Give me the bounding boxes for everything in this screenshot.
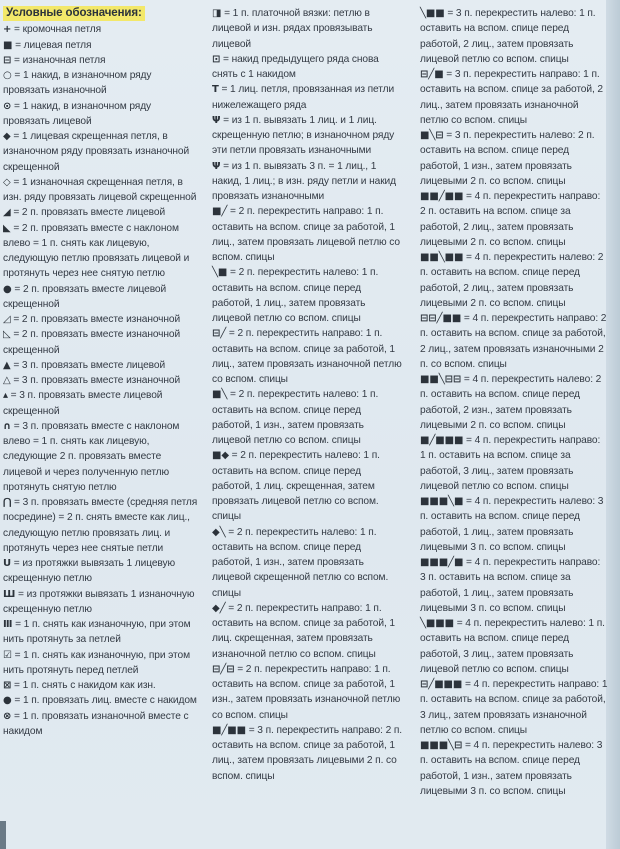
legend-text: = 1 п. снять как изнаночную, при этом нить протянуть за петлей bbox=[3, 619, 191, 646]
legend-text: = 3 п. перекрестить направо: 2 п. оставить на вспом. спице за работой, 1 лиц., затем провязать лицевыми 2 п. со вспом. спицы bbox=[212, 724, 403, 782]
cross-left-twisted-purl-icon: ◆╲ bbox=[212, 526, 226, 538]
legend-text: = 2 п. провязать вместе изнаночной bbox=[10, 314, 181, 325]
cross-right-icon: ■╱ bbox=[212, 206, 228, 218]
legend-entry bbox=[212, 723, 404, 784]
slip-front-icon: ☑ bbox=[3, 649, 12, 661]
legend-text: = 2 п. перекрестить налево: 1 п. оставить на вспом. спице перед работой, 1 лиц. скрещенная, затем провязать лицевой петлю со вспом. спицы bbox=[212, 450, 380, 523]
cross-left-4b-icon: ■■■╲■ bbox=[420, 496, 464, 507]
half-square-icon: ◨ bbox=[212, 8, 222, 19]
legend-text: = 2 п. перекрестить направо: 1 п. оставить на вспом. спице за работой, 1 лиц., затем провязать изнаночной петлю со вспом. спицы bbox=[212, 328, 402, 385]
left-triangle-icon: ◣ bbox=[3, 222, 11, 234]
legend-entry bbox=[212, 204, 404, 265]
legend-text: = 4 п. перекрестить налево: 2 п. оставить на вспом. спице перед работой, 2 изн., затем провязать лицевыми 2 п. со вспом. спицы bbox=[420, 374, 602, 431]
legend-text: = 4 п. перекрестить налево: 3 п. оставить на вспом. спице перед работой, 1 изн., затем провязать лицевыми 3 п. со вспом. спицы bbox=[420, 740, 603, 797]
cross-right-2-1-icon: ⊟╱⊟ bbox=[212, 663, 235, 675]
legend-entry bbox=[3, 373, 199, 388]
legend-text: = 2 п. перекрестить направо: 1 п. оставить на вспом. спице за работой, 1 лиц. скрещенная, затем провязать изнаночной петлю со вспом. спицы bbox=[212, 602, 395, 660]
legend-entry bbox=[420, 677, 608, 738]
u-loop-icon: U bbox=[3, 558, 12, 569]
legend-text: = 2 п. перекрестить направо: 1 п. оставить на вспом. спице за работой, 1 лиц., затем провязать лицевой петлю со вспом. спицы bbox=[212, 206, 400, 263]
legend-text: = 1 п. провязать лиц. вместе с накидом bbox=[11, 695, 197, 707]
legend-entry bbox=[212, 265, 404, 326]
legend-entry bbox=[3, 693, 199, 708]
cross-left-4-purl-icon: ■■╲⊟⊟ bbox=[420, 374, 462, 385]
legend-entry bbox=[212, 525, 404, 601]
legend-text: = 1 п. снять как изнаночную, при этом нить протянуть перед петлей bbox=[3, 649, 190, 676]
legend-entry bbox=[420, 250, 608, 311]
cross-right-4b-icon: ■╱■■■ bbox=[420, 435, 464, 446]
legend-entry bbox=[3, 648, 199, 679]
legend-entry bbox=[3, 709, 199, 740]
slip-back-icon: Ⅲ bbox=[3, 619, 13, 630]
legend-text: = 2 п. провязать вместе лицевой bbox=[10, 207, 166, 219]
legend-entry bbox=[212, 662, 404, 723]
legend-text: = 1 п. провязать изнаночной вместе с накидом bbox=[3, 710, 189, 737]
crossed-square-icon: ⊠ bbox=[3, 680, 12, 691]
legend-text: = 2 п. провязать вместе с наклоном влево = 1 п. снять как лицевую, следующую петлю провязать лицевой и протянуть через нее снятую петлю bbox=[3, 222, 190, 280]
cross-right-3-purl-icon: ⊟╱■ bbox=[420, 69, 444, 80]
legend-entry bbox=[3, 587, 199, 618]
cross-right-4-purl-icon: ⊟⊟╱■■ bbox=[420, 313, 462, 324]
legend-entry bbox=[420, 433, 608, 494]
legend-text: = накид предыдущего ряда снова снять с 1 накидом bbox=[212, 53, 379, 80]
up-triangle-icon: △ bbox=[3, 375, 11, 386]
legend-entry bbox=[420, 555, 608, 616]
filled-dot-icon: ● bbox=[3, 695, 12, 707]
arch-icon: ∩ bbox=[3, 420, 12, 432]
legend-entry bbox=[3, 68, 199, 99]
dot-square-icon: ⊡ bbox=[212, 53, 221, 65]
edge-stitch-icon: + bbox=[3, 24, 12, 36]
cross-right-4c-icon: ■■■╱■ bbox=[420, 557, 464, 568]
legend-title: Условные обозначения: bbox=[3, 6, 145, 21]
trident-icon: Ш bbox=[3, 588, 16, 600]
legend-entry bbox=[3, 175, 199, 206]
legend-entry bbox=[420, 738, 608, 799]
legend-text: = 1 изнаночная скрещенная петля, в изн. ряду провязать лицевой скрещенной bbox=[3, 176, 197, 203]
cross-left-purl-icon: ■╲ bbox=[212, 389, 228, 401]
cross-right-purl-icon: ⊟╱ bbox=[212, 328, 227, 340]
legend-text: = кромочная петля bbox=[11, 24, 102, 36]
legend-entry bbox=[3, 556, 199, 587]
legend-text: = 1 лицевая скрещенная петля, в изнаночном ряду провязать изнаночной скрещенной bbox=[3, 131, 190, 173]
page-binding-edge bbox=[606, 0, 620, 849]
filled-up-triangle-icon: ▲ bbox=[3, 359, 11, 371]
legend-entry bbox=[212, 326, 404, 387]
cross-left-3-icon: ╲■■ bbox=[420, 8, 445, 19]
right-triangle-icon: ◢ bbox=[3, 207, 11, 219]
legend-entry bbox=[3, 282, 199, 313]
legend-text: = из 1 п. вывязать 3 п. = 1 лиц., 1 накид, 1 лиц.; в изн. ряду петли и накид провязать изнаночными bbox=[212, 160, 396, 202]
legend-entry bbox=[420, 311, 608, 372]
cross-right-twisted-icon: ◆╱ bbox=[212, 602, 226, 614]
legend-entry bbox=[3, 205, 199, 220]
psi-thin-icon: Ψ bbox=[212, 160, 221, 172]
filled-square-icon: ■ bbox=[3, 39, 13, 51]
cross-left-4c-icon: ╲■■■ bbox=[420, 618, 454, 629]
legend-text: = 1 накид, в изнаночном ряду провязать лицевой bbox=[3, 100, 152, 127]
legend-entry bbox=[420, 189, 608, 250]
legend-text: = из протяжки вывязать 1 изнаночную скрещенную петлю bbox=[3, 588, 195, 615]
legend-column-2 bbox=[212, 6, 404, 784]
legend-entry bbox=[212, 113, 404, 159]
legend-text: = 2 п. провязать вместе лицевой скрещенной bbox=[3, 283, 167, 310]
legend-entry bbox=[420, 6, 608, 67]
legend-text: = из протяжки вывязать 1 лицевую скрещенную петлю bbox=[3, 558, 176, 585]
cross-right-4d-icon: ⊟╱■■■ bbox=[420, 679, 463, 690]
legend-text: = 4 п. перекрестить направо: 2 п. оставить на вспом. спице за работой, 2 лиц., затем провязать изнаночными 2 п. со вспом. спицы bbox=[420, 313, 607, 370]
legend-text: = 3 п. перекрестить налево: 1 п. оставить на вспом. спице перед работой, 2 лиц., затем провязать лицевой петлю со вспом. спицы bbox=[420, 8, 596, 65]
crossed-circle-icon: ⊗ bbox=[3, 710, 12, 722]
legend-text: = 3 п. перекрестить налево: 2 п. оставить на вспом. спице перед работой, 1 изн., затем провязать лицевыми 2 п. со вспом. спицы bbox=[420, 130, 595, 187]
legend-entry bbox=[420, 494, 608, 555]
legend-text: = 1 п. платочной вязки: петлю в лицевой и изн. рядах провязывать лицевой bbox=[212, 8, 373, 50]
circle-icon: ○ bbox=[3, 70, 12, 81]
legend-entry bbox=[212, 6, 404, 52]
legend-entry bbox=[3, 419, 199, 495]
filled-circle-icon: ● bbox=[3, 283, 12, 295]
legend-entry bbox=[3, 495, 199, 556]
psi-icon: Ψ bbox=[212, 114, 221, 126]
legend-entry bbox=[420, 616, 608, 677]
legend-entry bbox=[212, 448, 404, 524]
arch-outline-icon: ⋂ bbox=[3, 497, 12, 508]
cross-left-twisted-icon: ■◆ bbox=[212, 450, 229, 462]
legend-entry bbox=[420, 372, 608, 433]
legend-text: = 4 п. перекрестить направо: 1 п. оставить на вспом. спице за работой, 3 лиц., затем провязать лицевой петлю со вспом. спицы bbox=[420, 435, 601, 492]
legend-entry bbox=[3, 678, 199, 693]
legend-text: = 3 п. провязать вместе изнаночной bbox=[10, 375, 181, 386]
legend-entry bbox=[420, 128, 608, 189]
legend-entry bbox=[212, 387, 404, 448]
legend-entry bbox=[420, 67, 608, 128]
legend-text: = из 1 п. вывязать 1 лиц. и 1 лиц. скрещенную петлю; в изнаночном ряду эти петли провязать изнаночными bbox=[212, 114, 395, 157]
legend-text: = 2 п. перекрестить налево: 1 п. оставить на вспом. спице перед работой, 1 изн., затем провязать лицевой петлю со вспом. спицы bbox=[212, 389, 379, 446]
legend-entry bbox=[3, 327, 199, 358]
legend-text: = 4 п. перекрестить налево: 1 п. оставить на вспом. спице перед работой, 3 лиц., затем провязать лицевой петлю со вспом. спицы bbox=[420, 618, 605, 675]
legend-text: = 2 п. перекрестить налево: 1 п. оставить на вспом. спице перед работой, 1 изн., затем провязать лицевой скрещенной петлю со вспом. спицы bbox=[212, 526, 389, 599]
legend-entry bbox=[3, 129, 199, 175]
cross-left-4d-icon: ■■■╲⊟ bbox=[420, 740, 463, 751]
legend-text: = изнаночная петля bbox=[11, 54, 106, 66]
legend-entry bbox=[212, 52, 404, 83]
cross-left-icon: ╲■ bbox=[212, 267, 228, 279]
legend-entry bbox=[212, 601, 404, 662]
square-dash-icon: ⊟ bbox=[3, 54, 12, 66]
legend-entry bbox=[3, 358, 199, 373]
legend-text: = 3 п. провязать вместе лицевой bbox=[10, 359, 166, 371]
legend-text: = 4 п. перекрестить налево: 3 п. оставить на вспом. спице перед работой, 1 лиц., затем провязать лицевыми 3 п. со вспом. спицы bbox=[420, 496, 604, 553]
cross-left-4-icon: ■■╲■■ bbox=[420, 252, 464, 263]
page-corner-mark bbox=[0, 821, 6, 849]
legend-entry bbox=[3, 22, 199, 37]
legend-text: = 4 п. перекрестить направо: 1 п. оставить на вспом. спице за работой, 3 лиц., затем провязать изнаночной петлю со вспом. спицы bbox=[420, 679, 608, 736]
legend-text: = 4 п. перекрестить направо: 3 п. оставить на вспом. спице за работой, 1 лиц., затем провязать лицевыми 3 п. со вспом. спицы bbox=[420, 557, 601, 614]
legend-text: = 2 п. перекрестить налево: 1 п. оставить на вспом. спице перед работой, 1 лиц., затем провязать лицевой петлю со вспом. спицы bbox=[212, 267, 379, 324]
legend-entry bbox=[3, 99, 199, 130]
legend-text: = 1 п. снять с накидом как изн. bbox=[11, 680, 156, 691]
legend-text: = 2 п. провязать вместе изнаночной скрещенной bbox=[3, 329, 181, 356]
legend-entry bbox=[3, 312, 199, 327]
cross-right-3-icon: ■╱■■ bbox=[212, 724, 246, 736]
legend-text: = 1 накид, в изнаночном ряду провязать изнаночной bbox=[3, 70, 152, 97]
legend-column-3 bbox=[420, 6, 608, 799]
legend-text: = 4 п. перекрестить налево: 2 п. оставить на вспом. спице перед работой, 2 лиц., затем провязать лицевыми 2 п. со вспом. спицы bbox=[420, 252, 604, 309]
legend-text: = лицевая петля bbox=[12, 39, 92, 51]
cross-left-3-purl-icon: ■╲⊟ bbox=[420, 130, 444, 141]
triangle-outline-icon: ◿ bbox=[3, 314, 11, 325]
legend-entry bbox=[3, 221, 199, 282]
dotted-circle-icon: ⊙ bbox=[3, 100, 12, 112]
legend-entry bbox=[3, 617, 199, 648]
small-triangle-icon: ▴ bbox=[3, 390, 8, 402]
legend-text: = 4 п. перекрестить направо: 2 п. оставить на вспом. спице за работой, 2 лиц., затем провязать лицевыми 2 п. со вспом. спицы bbox=[420, 191, 601, 248]
diamond-icon: ◇ bbox=[3, 176, 11, 188]
legend-entry bbox=[3, 53, 199, 68]
legend-entry bbox=[212, 159, 404, 205]
legend-column-1 bbox=[3, 6, 199, 739]
legend-text: = 3 п. провязать вместе лицевой скрещенной bbox=[3, 390, 163, 417]
legend-text: = 3 п. провязать вместе (средняя петля посредине) = 2 п. снять вместе как лиц., следующую петлю провязать лиц. и протянуть через нее снятые петли bbox=[3, 497, 198, 554]
legend-text: = 3 п. провязать вместе с наклоном влево = 1 п. снять как лицевую, следующие 2 п. провязать вместе лицевой и через полученную петлю протянуть снятую петлю bbox=[3, 420, 180, 493]
t-stitch-icon: T bbox=[212, 84, 219, 96]
legend-entry bbox=[3, 388, 199, 419]
legend-entry bbox=[212, 82, 404, 113]
legend-text: = 1 лиц. петля, провязанная из петли нижележащего ряда bbox=[212, 84, 395, 111]
legend-entry bbox=[3, 38, 199, 53]
legend-text: = 2 п. перекрестить направо: 1 п. оставить на вспом. спице за работой, 1 изн., затем провязать изнаночной петлю со вспом. спицы bbox=[212, 663, 401, 721]
cross-right-4-icon: ■■╱■■ bbox=[420, 191, 464, 202]
filled-diamond-icon: ◆ bbox=[3, 131, 11, 142]
legend-text: = 3 п. перекрестить направо: 1 п. оставить на вспом. спице за работой, 2 лиц., затем провязать изнаночной петлю со вспом. спицы bbox=[420, 69, 603, 126]
triangle-left-outline-icon: ◺ bbox=[3, 329, 11, 341]
